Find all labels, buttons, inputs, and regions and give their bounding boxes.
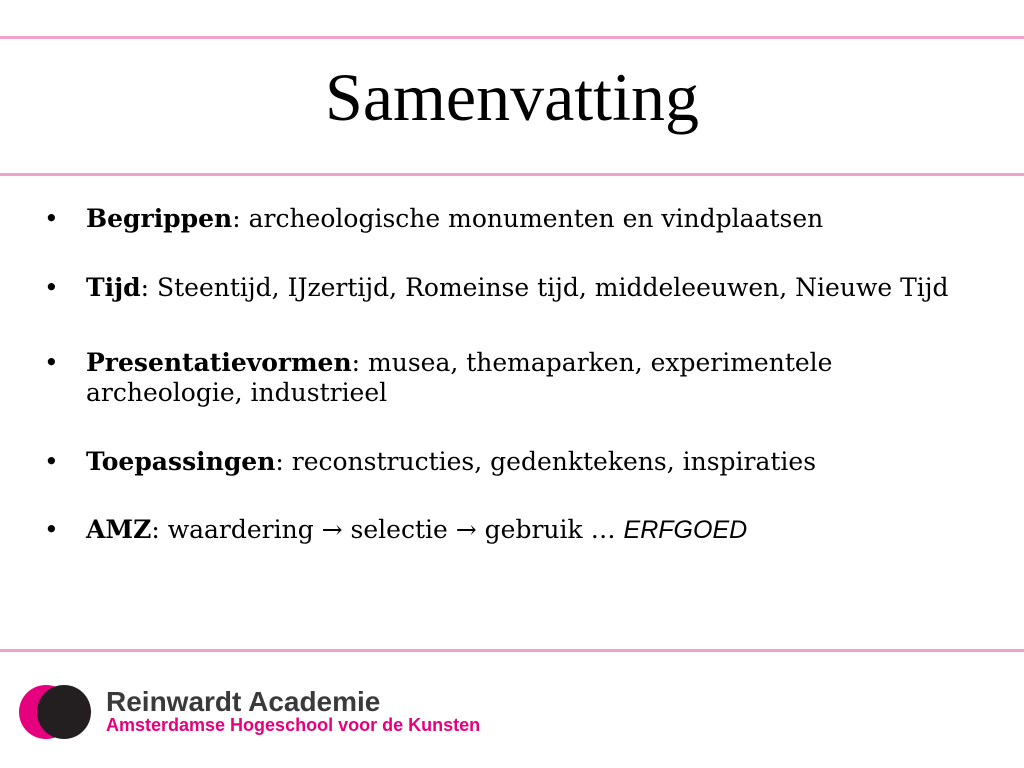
slide-title: Samenvatting — [325, 59, 699, 135]
dark-circle-icon — [37, 685, 91, 739]
bullet-text: : archeologische monumenten en vindplaatsen — [232, 204, 824, 233]
bullet-emphasis: ERFGOED — [623, 516, 748, 544]
bullet-item-presentatievormen — [86, 348, 971, 408]
bullet-term: AMZ — [86, 515, 152, 544]
logo-name: Reinwardt Academie — [106, 686, 381, 717]
title-divider-line — [0, 173, 1024, 176]
bullet-term: Begrippen — [86, 204, 233, 233]
top-divider-line — [0, 36, 1024, 39]
bullet-term: Toepassingen — [86, 447, 276, 476]
bullet-text: : waardering → selectie → gebruik … — [151, 515, 624, 544]
bullet-text: : Steentijd, IJzertijd, Romeinse tijd, middeleeuwen, Nieuwe Tijd — [140, 273, 949, 302]
bullet-term: Tijd — [86, 273, 141, 302]
bullet-term: Presentatievormen — [86, 348, 352, 377]
bullet-item-tijd — [86, 273, 971, 303]
bullet-item-amz — [86, 515, 971, 545]
footer-divider-line — [0, 649, 1024, 652]
bullet-item-begrippen — [86, 204, 971, 234]
bullet-item-toepassingen — [86, 447, 971, 477]
overlapping-circles-logo-icon — [19, 685, 91, 739]
bullet-text: : musea, themaparken, experimentele archeologie, industrieel — [86, 348, 833, 407]
bullet-text: : reconstructies, gedenktekens, inspiraties — [275, 447, 817, 476]
logo-subtitle: Amsterdamse Hogeschool voor de Kunsten — [106, 715, 481, 735]
